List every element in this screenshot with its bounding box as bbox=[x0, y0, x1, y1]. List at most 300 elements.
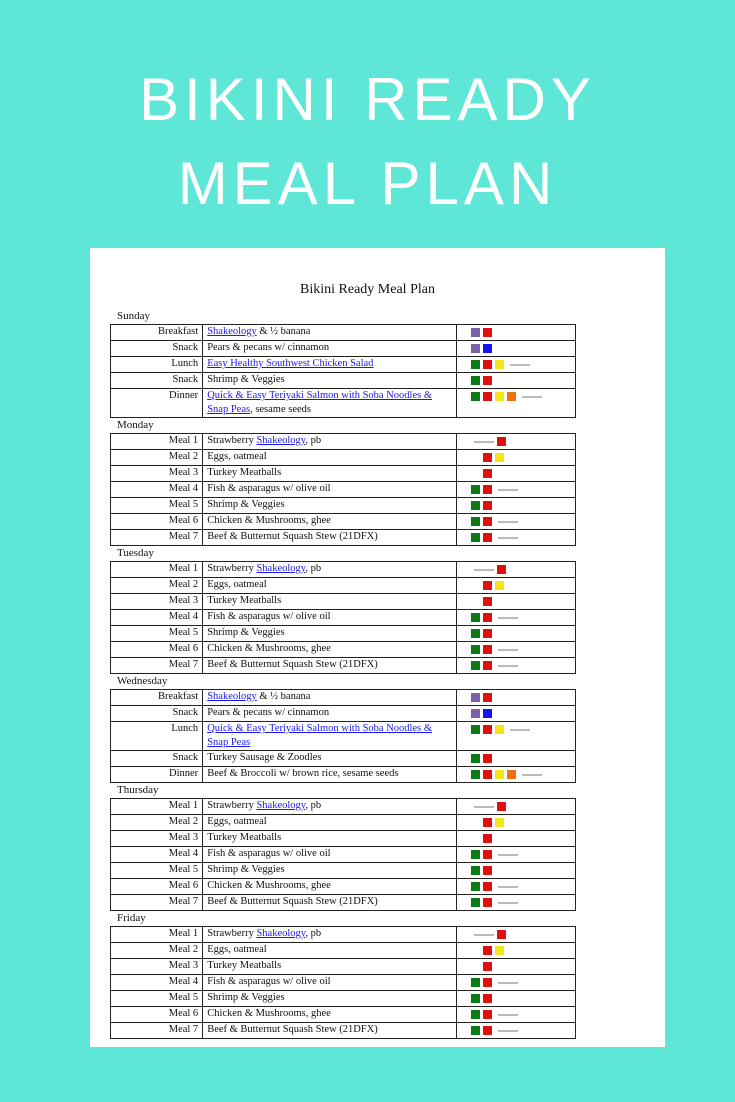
meal-text: , pb bbox=[305, 563, 322, 574]
red-container-icon bbox=[483, 661, 492, 670]
meal-description bbox=[203, 767, 457, 783]
red-container-icon bbox=[483, 517, 492, 526]
teaspoon-icon bbox=[474, 806, 494, 808]
container-cell bbox=[456, 991, 575, 1007]
meal-description bbox=[203, 610, 457, 626]
red-container-icon bbox=[483, 597, 492, 606]
red-container-icon bbox=[483, 629, 492, 638]
yellow-container-icon bbox=[495, 818, 504, 827]
container-spacer bbox=[471, 834, 480, 843]
orange-container-icon bbox=[507, 770, 516, 779]
meal-description bbox=[203, 751, 457, 767]
meal-description bbox=[203, 943, 457, 959]
red-container-icon bbox=[483, 645, 492, 654]
meal-plan bbox=[110, 309, 576, 1039]
red-container-icon bbox=[483, 453, 492, 462]
meal-description bbox=[203, 959, 457, 975]
yellow-container-icon bbox=[495, 360, 504, 369]
meal-label: Meal 7 bbox=[111, 530, 203, 546]
purple-container-icon bbox=[471, 328, 480, 337]
day-table bbox=[110, 561, 576, 674]
recipe-link[interactable]: Shakeology bbox=[256, 435, 306, 446]
table-row bbox=[111, 357, 576, 373]
red-container-icon bbox=[483, 818, 492, 827]
table-row bbox=[111, 514, 576, 530]
table-row bbox=[111, 341, 576, 357]
container-cell bbox=[456, 831, 575, 847]
container-cell bbox=[456, 847, 575, 863]
meal-description bbox=[203, 1023, 457, 1039]
container-cell bbox=[456, 690, 575, 706]
table-row bbox=[111, 959, 576, 975]
meal-label: Meal 7 bbox=[111, 1023, 203, 1039]
teaspoon-icon bbox=[498, 902, 518, 904]
container-cell bbox=[456, 815, 575, 831]
green-container-icon bbox=[471, 485, 480, 494]
container-cell bbox=[456, 325, 575, 341]
table-row bbox=[111, 450, 576, 466]
meal-label: Meal 3 bbox=[111, 594, 203, 610]
container-spacer bbox=[471, 818, 480, 827]
table-row bbox=[111, 831, 576, 847]
meal-text: Shrimp & Veggies bbox=[207, 864, 285, 875]
meal-text: Beef & Butternut Squash Stew (21DFX) bbox=[207, 531, 378, 542]
table-row bbox=[111, 975, 576, 991]
recipe-link[interactable]: Shakeology bbox=[256, 563, 306, 574]
green-container-icon bbox=[471, 613, 480, 622]
table-row bbox=[111, 373, 576, 389]
red-container-icon bbox=[483, 1010, 492, 1019]
red-container-icon bbox=[483, 754, 492, 763]
meal-description bbox=[203, 927, 457, 943]
table-row bbox=[111, 325, 576, 341]
meal-text: Chicken & Mushrooms, ghee bbox=[207, 515, 331, 526]
meal-label: Meal 6 bbox=[111, 642, 203, 658]
meal-label: Meal 3 bbox=[111, 959, 203, 975]
container-cell bbox=[456, 895, 575, 911]
meal-text: Strawberry bbox=[207, 800, 257, 811]
meal-label: Meal 6 bbox=[111, 514, 203, 530]
teaspoon-icon bbox=[498, 854, 518, 856]
meal-label: Meal 4 bbox=[111, 610, 203, 626]
green-container-icon bbox=[471, 661, 480, 670]
meal-description bbox=[203, 895, 457, 911]
table-row bbox=[111, 895, 576, 911]
meal-text: Eggs, oatmeal bbox=[207, 451, 267, 462]
meal-text: Chicken & Mushrooms, ghee bbox=[207, 1008, 331, 1019]
meal-description bbox=[203, 373, 457, 389]
meal-label: Meal 7 bbox=[111, 658, 203, 674]
meal-text: , pb bbox=[305, 928, 322, 939]
meal-description bbox=[203, 831, 457, 847]
table-row bbox=[111, 751, 576, 767]
meal-description bbox=[203, 626, 457, 642]
meal-text: Strawberry bbox=[207, 563, 257, 574]
meal-description bbox=[203, 690, 457, 706]
meal-label: Meal 2 bbox=[111, 943, 203, 959]
meal-label: Meal 1 bbox=[111, 799, 203, 815]
meal-text: Strawberry bbox=[207, 435, 257, 446]
red-container-icon bbox=[483, 962, 492, 971]
teaspoon-icon bbox=[498, 521, 518, 523]
container-cell bbox=[456, 927, 575, 943]
meal-label: Meal 4 bbox=[111, 975, 203, 991]
container-cell bbox=[456, 514, 575, 530]
recipe-link[interactable]: Quick & Easy Teriyaki Salmon with Soba Noodles & Snap Peas bbox=[207, 723, 432, 748]
meal-text: Eggs, oatmeal bbox=[207, 944, 267, 955]
meal-text: Chicken & Mushrooms, ghee bbox=[207, 643, 331, 654]
red-container-icon bbox=[483, 850, 492, 859]
container-cell bbox=[456, 943, 575, 959]
red-container-icon bbox=[483, 882, 492, 891]
container-cell bbox=[456, 578, 575, 594]
yellow-container-icon bbox=[495, 770, 504, 779]
meal-label: Meal 5 bbox=[111, 991, 203, 1007]
green-container-icon bbox=[471, 645, 480, 654]
meal-text: Beef & Butternut Squash Stew (21DFX) bbox=[207, 1024, 378, 1035]
table-row bbox=[111, 389, 576, 418]
green-container-icon bbox=[471, 517, 480, 526]
container-cell bbox=[456, 1007, 575, 1023]
container-cell bbox=[456, 389, 575, 418]
meal-label: Meal 4 bbox=[111, 482, 203, 498]
day-heading: Friday bbox=[117, 912, 146, 924]
red-container-icon bbox=[483, 770, 492, 779]
container-cell bbox=[456, 530, 575, 546]
table-row bbox=[111, 863, 576, 879]
day-table bbox=[110, 689, 576, 783]
meal-label: Meal 6 bbox=[111, 1007, 203, 1023]
purple-container-icon bbox=[471, 344, 480, 353]
container-spacer bbox=[471, 581, 480, 590]
container-cell bbox=[456, 642, 575, 658]
meal-label: Dinner bbox=[111, 389, 203, 418]
yellow-container-icon bbox=[495, 946, 504, 955]
meal-description bbox=[203, 434, 457, 450]
meal-text: Beef & Butternut Squash Stew (21DFX) bbox=[207, 896, 378, 907]
red-container-icon bbox=[483, 693, 492, 702]
table-row bbox=[111, 578, 576, 594]
meal-text: Turkey Meatballs bbox=[207, 595, 282, 606]
teaspoon-icon bbox=[474, 569, 494, 571]
green-container-icon bbox=[471, 533, 480, 542]
meal-label: Meal 2 bbox=[111, 578, 203, 594]
container-cell bbox=[456, 975, 575, 991]
green-container-icon bbox=[471, 882, 480, 891]
day-heading: Tuesday bbox=[117, 547, 154, 559]
meal-label: Meal 5 bbox=[111, 626, 203, 642]
teaspoon-icon bbox=[498, 1014, 518, 1016]
meal-label: Meal 5 bbox=[111, 498, 203, 514]
table-row bbox=[111, 815, 576, 831]
meal-description bbox=[203, 562, 457, 578]
meal-label: Dinner bbox=[111, 767, 203, 783]
table-row bbox=[111, 847, 576, 863]
meal-label: Meal 2 bbox=[111, 450, 203, 466]
red-container-icon bbox=[483, 376, 492, 385]
green-container-icon bbox=[471, 850, 480, 859]
meal-text: Turkey Meatballs bbox=[207, 467, 282, 478]
container-cell bbox=[456, 722, 575, 751]
meal-text: Pears & pecans w/ cinnamon bbox=[207, 707, 330, 718]
meal-label: Lunch bbox=[111, 357, 203, 373]
meal-text: Shrimp & Veggies bbox=[207, 374, 285, 385]
table-row bbox=[111, 626, 576, 642]
green-container-icon bbox=[471, 392, 480, 401]
meal-description bbox=[203, 514, 457, 530]
yellow-container-icon bbox=[495, 453, 504, 462]
meal-description bbox=[203, 815, 457, 831]
meal-description bbox=[203, 879, 457, 895]
meal-text: Chicken & Mushrooms, ghee bbox=[207, 880, 331, 891]
table-row bbox=[111, 1023, 576, 1039]
red-container-icon bbox=[483, 725, 492, 734]
teaspoon-icon bbox=[474, 934, 494, 936]
meal-text: , pb bbox=[305, 435, 322, 446]
meal-label: Snack bbox=[111, 341, 203, 357]
red-container-icon bbox=[483, 978, 492, 987]
red-container-icon bbox=[483, 946, 492, 955]
green-container-icon bbox=[471, 629, 480, 638]
container-spacer bbox=[471, 453, 480, 462]
table-row bbox=[111, 991, 576, 1007]
recipe-link[interactable]: Quick & Easy Teriyaki Salmon with Soba Noodles & Snap Peas bbox=[207, 390, 432, 415]
red-container-icon bbox=[483, 533, 492, 542]
container-cell bbox=[456, 562, 575, 578]
blue-container-icon bbox=[483, 709, 492, 718]
meal-text: Beef & Butternut Squash Stew (21DFX) bbox=[207, 659, 378, 670]
table-row bbox=[111, 562, 576, 578]
green-container-icon bbox=[471, 978, 480, 987]
container-spacer bbox=[471, 946, 480, 955]
yellow-container-icon bbox=[495, 392, 504, 401]
meal-label: Meal 6 bbox=[111, 879, 203, 895]
red-container-icon bbox=[497, 802, 506, 811]
meal-label: Breakfast bbox=[111, 325, 203, 341]
purple-container-icon bbox=[471, 693, 480, 702]
purple-container-icon bbox=[471, 709, 480, 718]
container-spacer bbox=[471, 597, 480, 606]
green-container-icon bbox=[471, 866, 480, 875]
meal-description bbox=[203, 325, 457, 341]
table-row bbox=[111, 466, 576, 482]
container-cell bbox=[456, 610, 575, 626]
meal-text: Shrimp & Veggies bbox=[207, 627, 285, 638]
container-cell bbox=[456, 341, 575, 357]
container-cell bbox=[456, 863, 575, 879]
teaspoon-icon bbox=[510, 729, 530, 731]
meal-text: Eggs, oatmeal bbox=[207, 579, 267, 590]
meal-description bbox=[203, 799, 457, 815]
table-row bbox=[111, 722, 576, 751]
meal-description bbox=[203, 450, 457, 466]
day-heading: Wednesday bbox=[117, 675, 168, 687]
banner-line-1: BIKINI READY bbox=[139, 66, 596, 133]
day-table bbox=[110, 324, 576, 418]
recipe-link[interactable]: Easy Healthy Southwest Chicken Salad bbox=[207, 358, 374, 369]
container-cell bbox=[456, 498, 575, 514]
container-cell bbox=[456, 357, 575, 373]
red-container-icon bbox=[483, 328, 492, 337]
teaspoon-icon bbox=[498, 1030, 518, 1032]
teaspoon-icon bbox=[510, 364, 530, 366]
meal-label: Snack bbox=[111, 706, 203, 722]
meal-label: Snack bbox=[111, 373, 203, 389]
meal-label: Meal 1 bbox=[111, 927, 203, 943]
table-row bbox=[111, 530, 576, 546]
table-row bbox=[111, 706, 576, 722]
meal-label: Meal 5 bbox=[111, 863, 203, 879]
green-container-icon bbox=[471, 725, 480, 734]
teaspoon-icon bbox=[498, 617, 518, 619]
banner-line-2: MEAL PLAN bbox=[177, 150, 558, 217]
meal-label: Meal 7 bbox=[111, 895, 203, 911]
yellow-container-icon bbox=[495, 581, 504, 590]
green-container-icon bbox=[471, 770, 480, 779]
table-row bbox=[111, 482, 576, 498]
meal-text: & ½ banana bbox=[256, 691, 311, 702]
container-cell bbox=[456, 466, 575, 482]
green-container-icon bbox=[471, 754, 480, 763]
teaspoon-icon bbox=[498, 489, 518, 491]
meal-label: Meal 3 bbox=[111, 466, 203, 482]
meal-description bbox=[203, 357, 457, 373]
day-table bbox=[110, 433, 576, 546]
meal-text: Strawberry bbox=[207, 928, 257, 939]
meal-description bbox=[203, 498, 457, 514]
container-cell bbox=[456, 1023, 575, 1039]
container-cell bbox=[456, 594, 575, 610]
container-cell bbox=[456, 626, 575, 642]
table-row bbox=[111, 642, 576, 658]
meal-text: Shrimp & Veggies bbox=[207, 992, 285, 1003]
table-row bbox=[111, 879, 576, 895]
meal-label: Meal 4 bbox=[111, 847, 203, 863]
green-container-icon bbox=[471, 994, 480, 1003]
meal-label: Meal 1 bbox=[111, 434, 203, 450]
container-cell bbox=[456, 373, 575, 389]
meal-description bbox=[203, 341, 457, 357]
meal-text: Turkey Meatballs bbox=[207, 960, 282, 971]
document-title: Bikini Ready Meal Plan bbox=[300, 282, 435, 297]
red-container-icon bbox=[483, 1026, 492, 1035]
table-row bbox=[111, 799, 576, 815]
meal-text: Beef & Broccoli w/ brown rice, sesame seeds bbox=[207, 768, 399, 779]
container-cell bbox=[456, 799, 575, 815]
green-container-icon bbox=[471, 898, 480, 907]
meal-label: Lunch bbox=[111, 722, 203, 751]
meal-description bbox=[203, 991, 457, 1007]
red-container-icon bbox=[483, 834, 492, 843]
meal-text: Fish & asparagus w/ olive oil bbox=[207, 848, 331, 859]
teaspoon-icon bbox=[522, 396, 542, 398]
red-container-icon bbox=[497, 437, 506, 446]
meal-text: Turkey Meatballs bbox=[207, 832, 282, 843]
teaspoon-icon bbox=[498, 665, 518, 667]
container-cell bbox=[456, 706, 575, 722]
container-cell bbox=[456, 434, 575, 450]
meal-description bbox=[203, 594, 457, 610]
red-container-icon bbox=[483, 994, 492, 1003]
day-heading: Monday bbox=[117, 419, 154, 431]
meal-text: Fish & asparagus w/ olive oil bbox=[207, 976, 331, 987]
meal-text: Pears & pecans w/ cinnamon bbox=[207, 342, 330, 353]
teaspoon-icon bbox=[522, 774, 542, 776]
meal-description bbox=[203, 578, 457, 594]
recipe-link[interactable]: Shakeology bbox=[207, 691, 257, 702]
red-container-icon bbox=[483, 898, 492, 907]
container-cell bbox=[456, 767, 575, 783]
teaspoon-icon bbox=[474, 441, 494, 443]
table-row bbox=[111, 767, 576, 783]
meal-text: , sesame seeds bbox=[250, 404, 312, 415]
yellow-container-icon bbox=[495, 725, 504, 734]
green-container-icon bbox=[471, 376, 480, 385]
meal-description bbox=[203, 466, 457, 482]
container-cell bbox=[456, 450, 575, 466]
recipe-link[interactable]: Shakeology bbox=[256, 928, 306, 939]
day-table bbox=[110, 798, 576, 911]
teaspoon-icon bbox=[498, 649, 518, 651]
teaspoon-icon bbox=[498, 982, 518, 984]
red-container-icon bbox=[483, 501, 492, 510]
day-heading: Sunday bbox=[117, 310, 150, 322]
red-container-icon bbox=[483, 613, 492, 622]
table-row bbox=[111, 594, 576, 610]
meal-label: Meal 3 bbox=[111, 831, 203, 847]
table-row bbox=[111, 943, 576, 959]
container-cell bbox=[456, 751, 575, 767]
green-container-icon bbox=[471, 501, 480, 510]
meal-description bbox=[203, 722, 457, 751]
red-container-icon bbox=[497, 565, 506, 574]
meal-description bbox=[203, 863, 457, 879]
orange-container-icon bbox=[507, 392, 516, 401]
meal-text: Fish & asparagus w/ olive oil bbox=[207, 611, 331, 622]
table-row bbox=[111, 690, 576, 706]
blue-container-icon bbox=[483, 344, 492, 353]
meal-description bbox=[203, 482, 457, 498]
meal-label: Snack bbox=[111, 751, 203, 767]
meal-label: Breakfast bbox=[111, 690, 203, 706]
table-row bbox=[111, 927, 576, 943]
meal-text: , pb bbox=[305, 800, 322, 811]
meal-text: & ½ banana bbox=[256, 326, 311, 337]
red-container-icon bbox=[483, 866, 492, 875]
table-row bbox=[111, 498, 576, 514]
green-container-icon bbox=[471, 1010, 480, 1019]
red-container-icon bbox=[483, 469, 492, 478]
meal-text: Eggs, oatmeal bbox=[207, 816, 267, 827]
meal-label: Meal 1 bbox=[111, 562, 203, 578]
meal-description bbox=[203, 847, 457, 863]
container-cell bbox=[456, 879, 575, 895]
container-cell bbox=[456, 959, 575, 975]
meal-description bbox=[203, 389, 457, 418]
meal-description bbox=[203, 1007, 457, 1023]
green-container-icon bbox=[471, 1026, 480, 1035]
table-row bbox=[111, 610, 576, 626]
meal-text: Turkey Sausage & Zoodles bbox=[207, 752, 322, 763]
recipe-link[interactable]: Shakeology bbox=[256, 800, 306, 811]
red-container-icon bbox=[483, 485, 492, 494]
recipe-link[interactable]: Shakeology bbox=[207, 326, 257, 337]
table-row bbox=[111, 1007, 576, 1023]
red-container-icon bbox=[483, 581, 492, 590]
container-cell bbox=[456, 482, 575, 498]
red-container-icon bbox=[483, 360, 492, 369]
red-container-icon bbox=[483, 392, 492, 401]
